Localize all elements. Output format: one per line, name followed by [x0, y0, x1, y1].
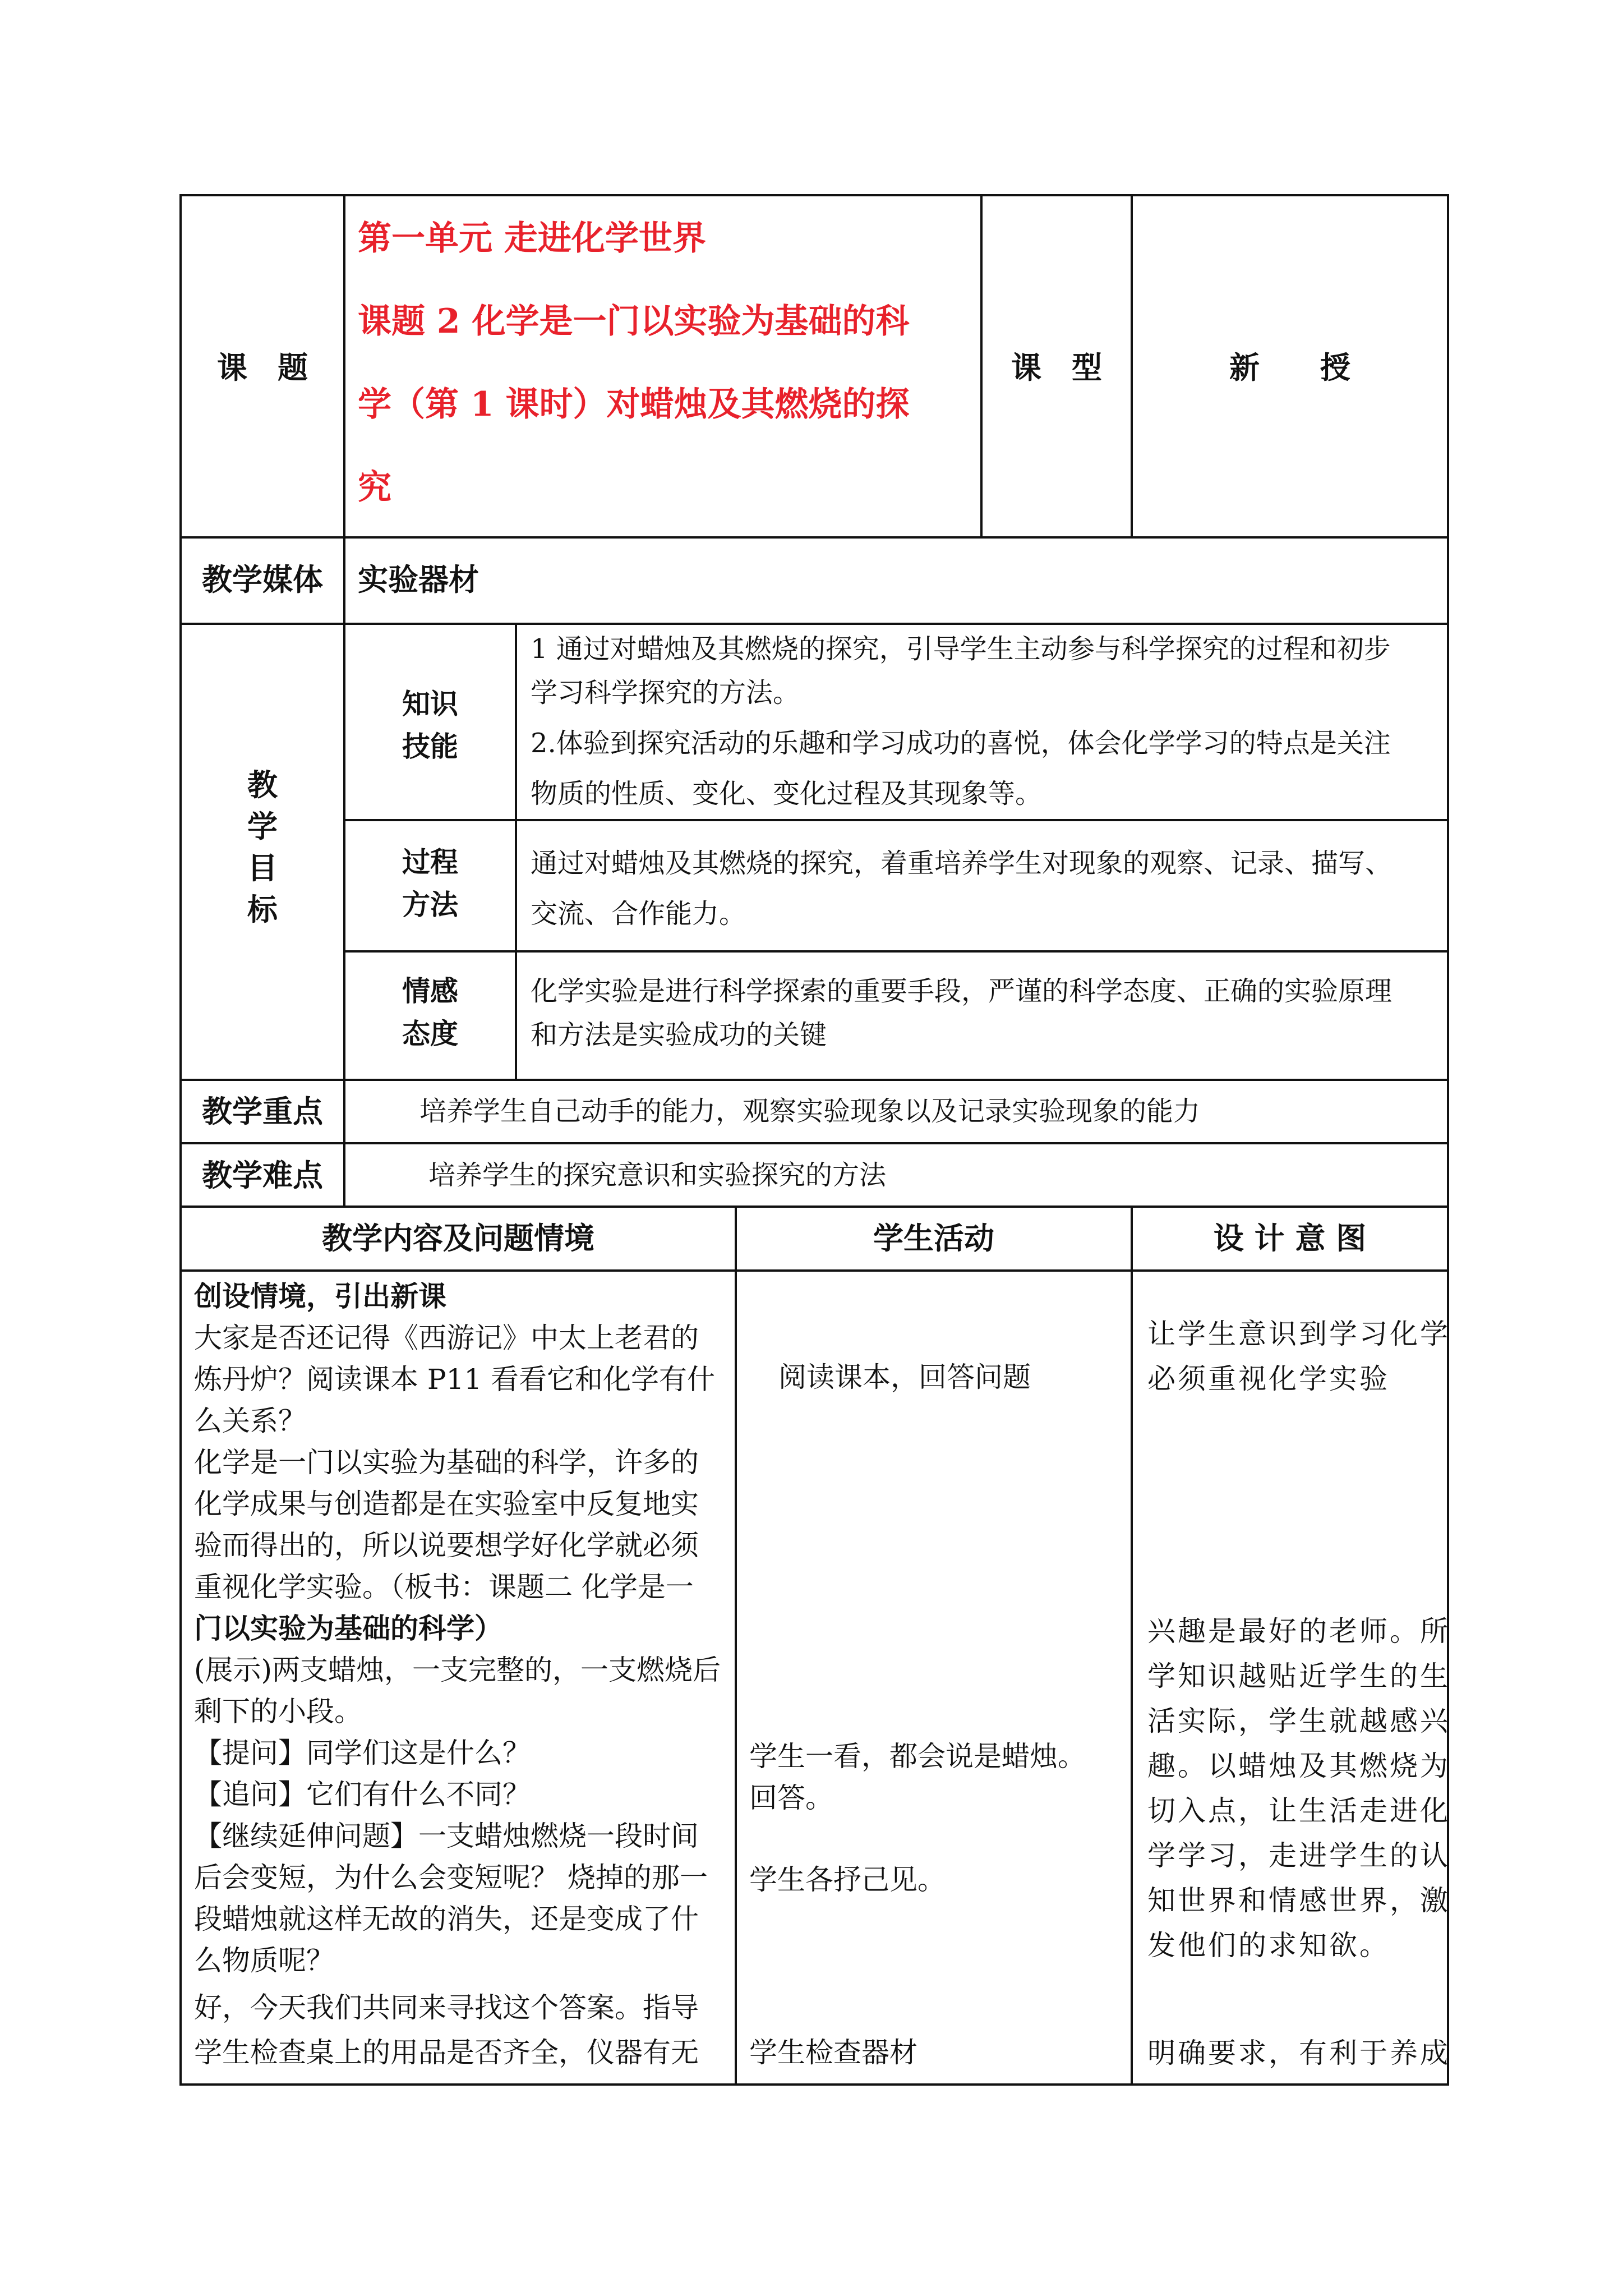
- text-line: 物质的性质、变化、变化过程及其现象等。: [531, 778, 1043, 809]
- objectives-label-char: 目: [247, 850, 278, 886]
- text-line: 大家是否还记得《西游记》中太上老君的: [194, 1322, 699, 1354]
- text-line: 后会变短，为什么会变短呢？ 烧掉的那一: [194, 1861, 708, 1894]
- topic-line: 学（第 1 课时）对蜡烛及其燃烧的探: [358, 385, 910, 424]
- text-line: (展示)两支蜡烛，一支完整的，一支燃烧后: [194, 1654, 721, 1686]
- text-line: 剩下的小段。: [194, 1695, 362, 1728]
- intent-line: 明确要求，有利于养成: [1147, 2037, 1450, 2069]
- knowledge-label: 知识: [402, 687, 458, 720]
- key-point-value: 培养学生自己动手的能力，观察实验现象以及记录实验现象的能力: [419, 1096, 1201, 1127]
- column-header-activity: 学生活动: [873, 1220, 994, 1256]
- activity-text: 学生一看，都会说是蜡烛。: [749, 1740, 1086, 1773]
- method-label: 方法: [402, 888, 458, 921]
- attitude-label: 态度: [402, 1017, 458, 1050]
- intent-line: 必须重视化学实验: [1147, 1363, 1390, 1395]
- topic-line: 第一单元 走进化学世界: [358, 219, 706, 258]
- text-line: 学习科学探究的方法。: [531, 677, 800, 708]
- media-label: 教学媒体: [202, 562, 323, 597]
- text-line: 【提问】同学们这是什么？: [194, 1737, 531, 1769]
- key-point-label: 教学重点: [202, 1093, 323, 1129]
- text-line: 学生检查桌上的用品是否齐全，仪器有无: [194, 2036, 699, 2069]
- text-line: 化学是一门以实验为基础的科学，许多的: [194, 1446, 699, 1479]
- difficulty-label: 教学难点: [202, 1157, 323, 1193]
- text-line: 化学成果与创造都是在实验室中反复地实: [194, 1488, 699, 1520]
- section-heading: 创设情境，引出新课: [194, 1280, 446, 1313]
- text-line: 验而得出的，所以说要想学好化学就必须: [194, 1529, 699, 1562]
- text-line: 好，今天我们共同来寻找这个答案。指导: [194, 1991, 699, 2024]
- lesson-type-value: 新 授: [1229, 349, 1350, 385]
- objectives-label-char: 标: [247, 891, 278, 927]
- activity-text: 学生检查器材: [749, 2036, 917, 2069]
- activity-text: 阅读课本，回答问题: [778, 1361, 1031, 1393]
- column-header-content: 教学内容及问题情境: [322, 1220, 594, 1256]
- activity-text: 回答。: [749, 1782, 833, 1814]
- difficulty-value: 培养学生的探究意识和实验探究的方法: [428, 1159, 887, 1191]
- knowledge-label: 技能: [402, 730, 458, 763]
- intent-line: 学学习，走进学生的认: [1147, 1839, 1450, 1872]
- text-line: 【追问】它们有什么不同？: [194, 1778, 531, 1811]
- column-header-intent: 设 计 意 图: [1213, 1220, 1367, 1256]
- text-line: 2.体验到探究活动的乐趣和学习成功的喜悦，体会化学学习的特点是关注: [531, 728, 1391, 759]
- intent-line: 发他们的求知欲。: [1147, 1929, 1390, 1962]
- text-line: 段蜡烛就这样无故的消失，还是变成了什: [194, 1903, 699, 1935]
- intent-line: 活实际，学生就越感兴: [1147, 1705, 1450, 1737]
- objectives-label-char: 教: [247, 767, 278, 803]
- intent-line: 让学生意识到学习化学: [1147, 1318, 1450, 1350]
- attitude-label: 情感: [402, 974, 458, 1007]
- text-line: 1 通过对蜡烛及其燃烧的探究，引导学生主动参与科学探究的过程和初步: [531, 633, 1391, 665]
- topic-line: 课题 2 化学是一门以实验为基础的科: [358, 302, 910, 341]
- intent-line: 知世界和情感世界，激: [1147, 1884, 1450, 1917]
- text-line: 交流、合作能力。: [531, 898, 746, 930]
- text-line: 炼丹炉？阅读课本 P11 看看它和化学有什: [194, 1363, 716, 1396]
- text-line: 么物质呢？: [194, 1944, 334, 1977]
- text-line: 化学实验是进行科学探索的重要手段，严谨的科学态度、正确的实验原理: [531, 976, 1393, 1007]
- text-line: 门以实验为基础的科学）: [194, 1612, 502, 1645]
- intent-line: 趣。以蜡烛及其燃烧为: [1147, 1750, 1450, 1782]
- lesson-type-label: 课 型: [1011, 349, 1102, 385]
- activity-text: 学生各抒己见。: [749, 1864, 946, 1896]
- intent-line: 兴趣是最好的老师。所: [1147, 1615, 1450, 1648]
- intent-line: 学知识越贴近学生的生: [1147, 1660, 1450, 1692]
- text-line: 通过对蜡烛及其燃烧的探究，着重培养学生对现象的观察、记录、描写、: [531, 848, 1393, 879]
- text-line: 么关系？: [194, 1405, 306, 1437]
- text-line: 【继续延伸问题】一支蜡烛燃烧一段时间: [194, 1820, 699, 1852]
- intent-line: 切入点，让生活走进化: [1147, 1795, 1450, 1827]
- method-label: 过程: [402, 845, 458, 878]
- text-line: 重视化学实验。（板书：课题二 化学是一: [194, 1571, 694, 1603]
- topic-label: 课 题: [217, 349, 308, 385]
- media-value: 实验器材: [358, 562, 479, 597]
- topic-line: 究: [358, 468, 391, 507]
- text-line: 和方法是实验成功的关键: [531, 1019, 827, 1051]
- objectives-label-char: 学: [247, 808, 278, 844]
